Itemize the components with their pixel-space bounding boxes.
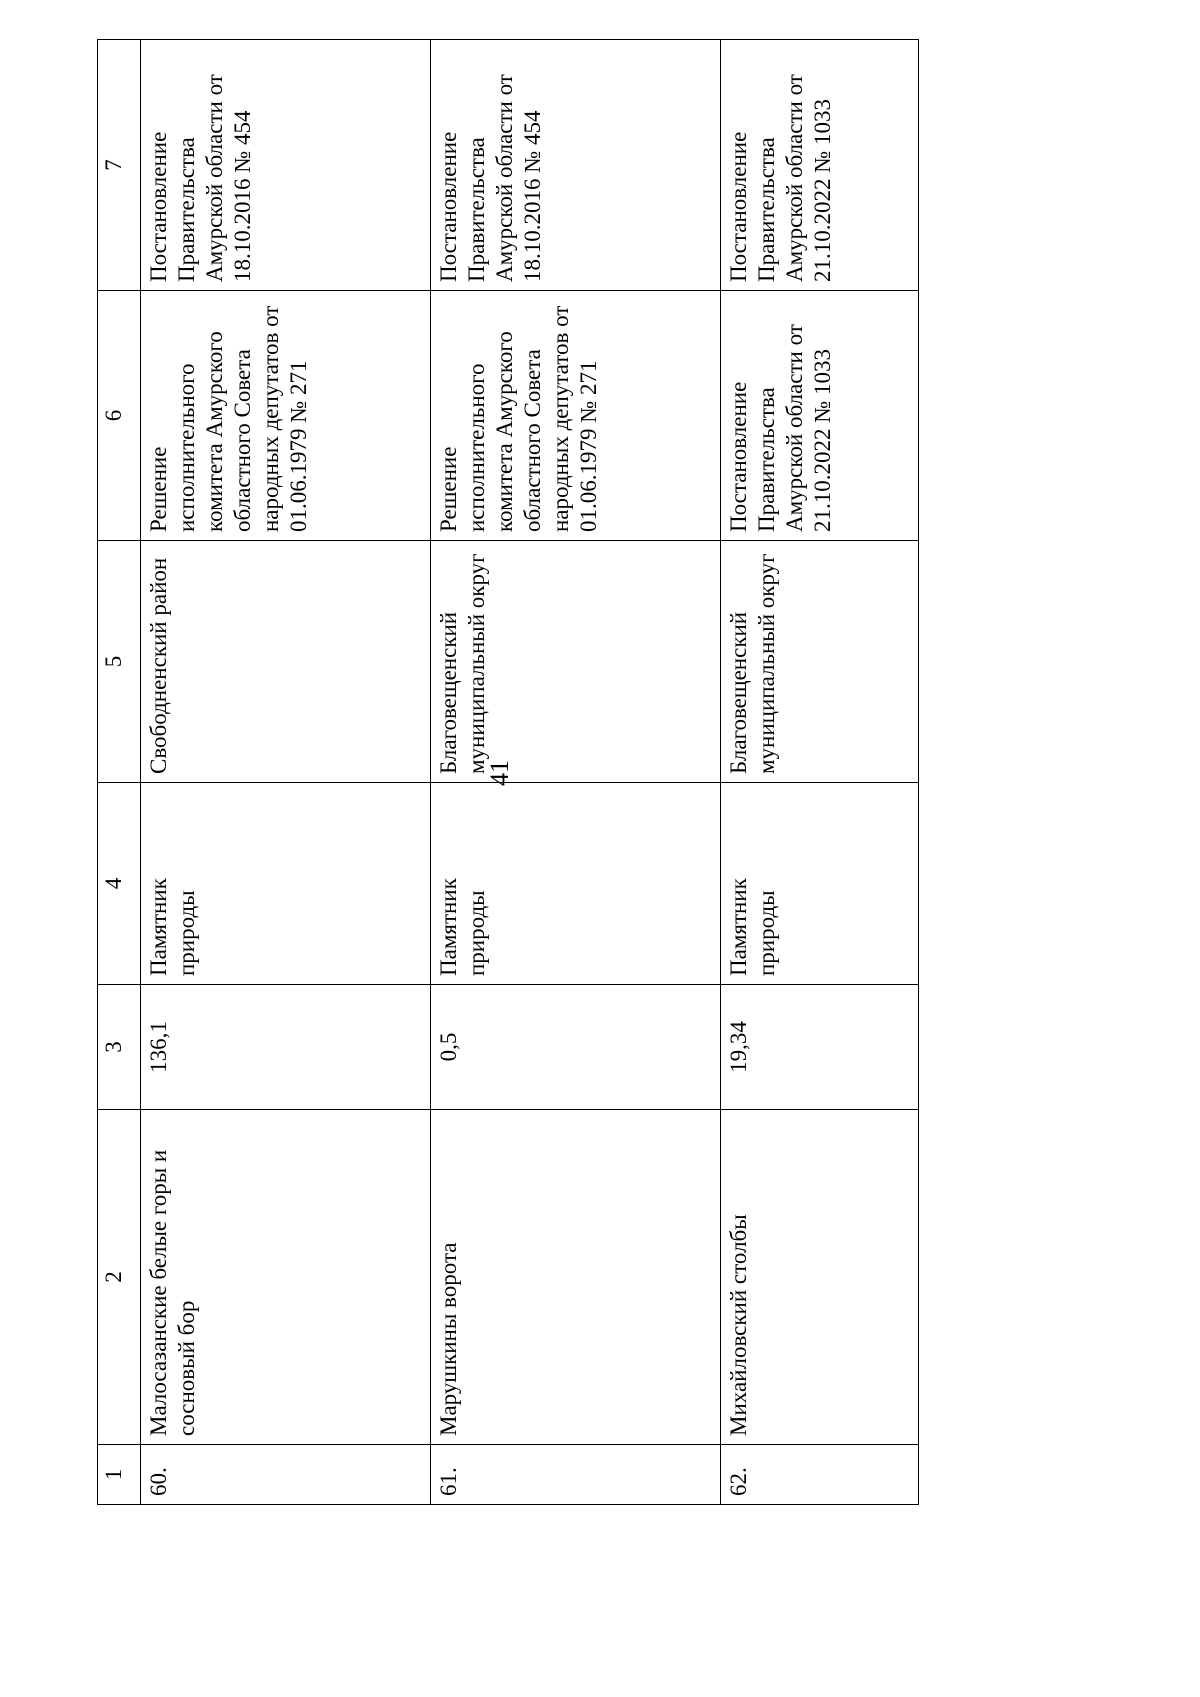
column-header-2: 2 — [98, 1110, 141, 1445]
table-row — [720, 40, 918, 1505]
founding-decision: Решение исполнительного комитета Амурского областного Совета народных депутатов от 01.06.1979 № 271 — [141, 291, 431, 541]
district: Благовещенский муниципальный округ — [430, 541, 720, 783]
column-header-5: 5 — [98, 541, 141, 783]
category: Памятник природы — [720, 783, 918, 985]
row-number: 60. — [141, 1445, 431, 1505]
founding-decision: Постановление Правительства Амурской области от 21.10.2022 № 1033 — [720, 291, 918, 541]
area-value: 0,5 — [430, 985, 720, 1110]
column-header-6: 6 — [98, 291, 141, 541]
area-value: 19,34 — [720, 985, 918, 1110]
category: Памятник природы — [430, 783, 720, 985]
column-header-1: 1 — [98, 1445, 141, 1505]
district: Свободненский район — [141, 541, 431, 783]
column-header-7: 7 — [98, 40, 141, 291]
object-name: Марушкины ворота — [430, 1110, 720, 1445]
founding-decision: Решение исполнительного комитета Амурского областного Совета народных депутатов от 01.06.1979 № 271 — [430, 291, 720, 541]
page-number: 41 — [485, 760, 514, 786]
object-name: Малосазанские белые горы и сосновый бор — [141, 1110, 431, 1445]
current-resolution: Постановление Правительства Амурской области от 18.10.2016 № 454 — [430, 40, 720, 291]
table-row — [430, 40, 720, 1505]
column-header-4: 4 — [98, 783, 141, 985]
table-row — [141, 40, 431, 1505]
rotated-table-container — [97, 40, 919, 1505]
table-header-row — [98, 40, 141, 1505]
current-resolution: Постановление Правительства Амурской области от 21.10.2022 № 1033 — [720, 40, 918, 291]
area-value: 136,1 — [141, 985, 431, 1110]
category: Памятник природы — [141, 783, 431, 985]
current-resolution: Постановление Правительства Амурской области от 18.10.2016 № 454 — [141, 40, 431, 291]
row-number: 61. — [430, 1445, 720, 1505]
protected-areas-table — [97, 39, 919, 1505]
row-number: 62. — [720, 1445, 918, 1505]
column-header-3: 3 — [98, 985, 141, 1110]
object-name: Михайловский столбы — [720, 1110, 918, 1445]
district: Благовещенский муниципальный округ — [720, 541, 918, 783]
